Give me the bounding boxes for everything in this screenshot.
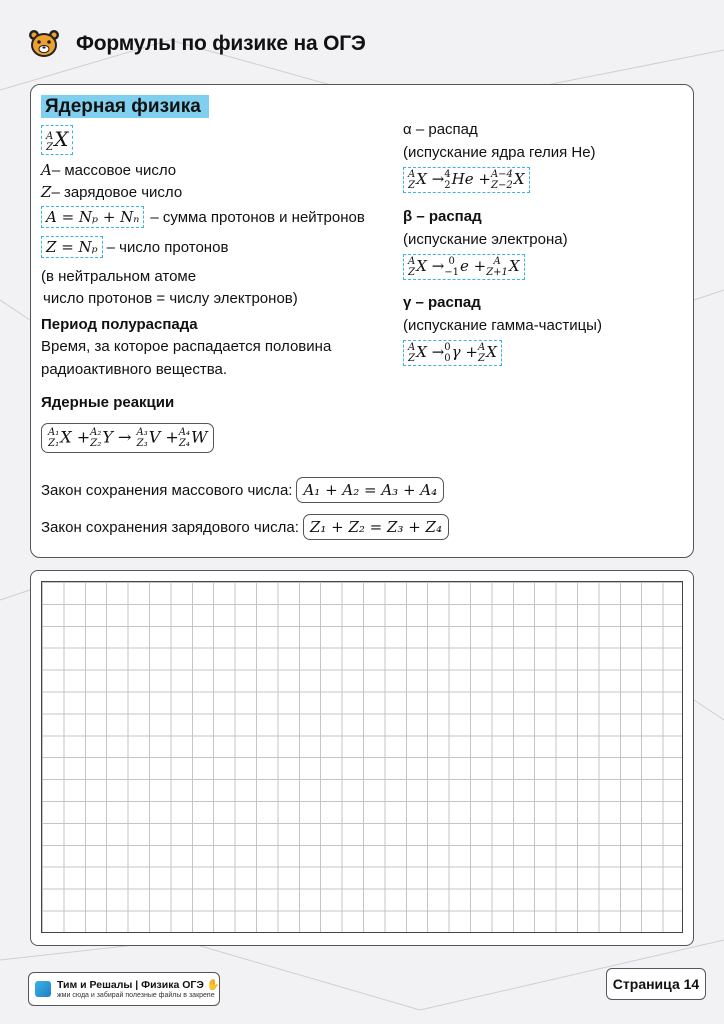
- page-number: Страница 14: [606, 968, 706, 1000]
- telegram-cube-icon: [35, 981, 51, 997]
- proton-formula: Z = Nₚ: [41, 236, 103, 258]
- charge-law-label: Закон сохранения зарядового числа:: [41, 518, 299, 536]
- half-life-text-1: Время, за которое распадается половина: [41, 338, 332, 355]
- mass-formula: A = Nₚ + Nₙ: [41, 206, 144, 228]
- neutral-note-1: (в нейтральном атоме: [41, 268, 197, 285]
- half-life-title: Период полураспада: [41, 316, 198, 333]
- neutral-note-2: число протонов = числу электронов): [43, 290, 298, 307]
- mass-law-row: [41, 477, 444, 503]
- notes-grid-card: [30, 570, 694, 946]
- beta-title: β – распад: [403, 208, 482, 225]
- mass-law-label: Закон сохранения массового числа:: [41, 481, 293, 499]
- brand-link[interactable]: [28, 972, 220, 1006]
- notes-grid[interactable]: [41, 581, 683, 933]
- reaction-formula: A₁ Z₁ X + A₂ Z₂ Y → A₃ Z₃ V + A₄ Z₄ W: [41, 423, 214, 453]
- alpha-desc: (испускание ядра гелия He): [403, 144, 596, 161]
- beta-formula: A Z X → 0 −1 e + A Z+1 X: [403, 254, 525, 280]
- raised-hand-icon: ✋: [206, 978, 220, 991]
- reactions-title: Ядерные реакции: [41, 394, 175, 411]
- beta-desc: (испускание электрона): [403, 231, 568, 248]
- gamma-desc: (испускание гамма-частицы): [403, 317, 602, 334]
- nuclear-physics-card: [30, 84, 694, 558]
- page-title: Формулы по физике на ОГЭ: [76, 32, 366, 55]
- charge-law-formula: Z₁ + Z₂ = Z₃ + Z₄: [303, 514, 449, 540]
- mass-law-formula: A₁ + A₂ = A₃ + A₄: [296, 477, 444, 503]
- gamma-title: γ – распад: [403, 294, 481, 311]
- alpha-formula: A Z X → 4 2 He + A−4 Z−2 X: [403, 167, 530, 193]
- brand-subtitle: жми сюда и забирай полезные файлы в закрепе: [57, 991, 215, 999]
- mass-number-def: A– массовое число: [41, 161, 177, 179]
- alpha-title: α – распад: [403, 121, 478, 138]
- proton-formula-row: Z = Nₚ – число протонов: [41, 236, 228, 258]
- half-life-text-2: радиоактивного вещества.: [41, 361, 228, 378]
- gamma-formula: A Z X → 0 0 γ + A Z X: [403, 340, 502, 366]
- bear-logo-icon: [28, 28, 60, 60]
- charge-number-def: Z– зарядовое число: [41, 183, 183, 201]
- brand-name: Тим и Решалы | Физика ОГЭ ✋: [57, 978, 220, 991]
- charge-law-row: [41, 514, 449, 540]
- page-header: [28, 28, 366, 60]
- nuclide-notation: A Z X: [41, 125, 73, 155]
- section-title: Ядерная физика: [41, 95, 209, 118]
- mass-formula-row: A = Nₚ + Nₙ – сумма протонов и нейтронов: [41, 206, 365, 228]
